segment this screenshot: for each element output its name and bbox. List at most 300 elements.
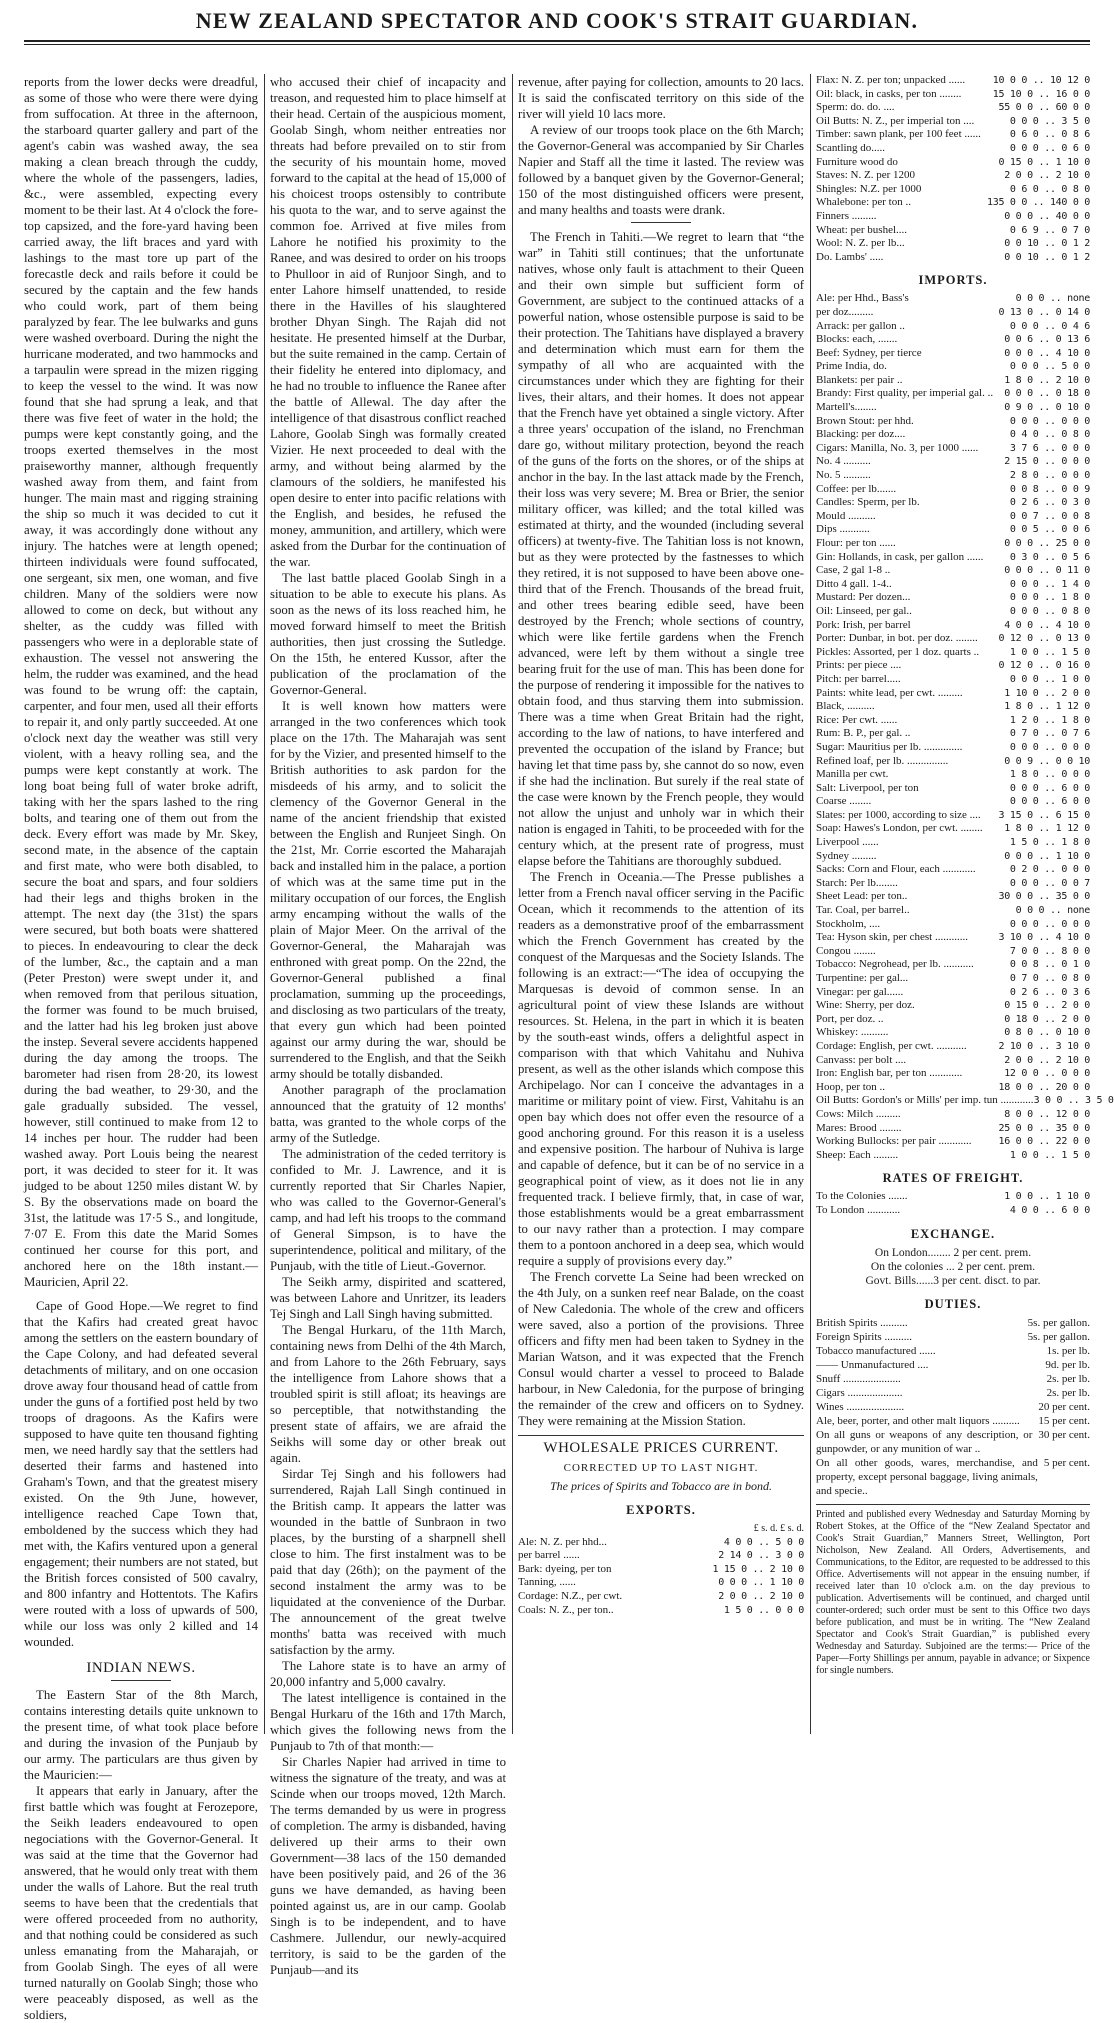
duty-row (816, 1400, 1090, 1414)
import-row (816, 836, 1090, 850)
price-item-value: 0 0 0 .. 25 0 0 (1004, 538, 1090, 549)
import-row (816, 1081, 1090, 1095)
article-napier: Sir Charles Napier had arrived in time to witness the signature of the treaty, and was at Scinde when our troops moved, 12th March. The terms demanded by us were in progress of completion. The army is disbanded, having delivered up their arms to their own Government—38 lacs of the 150 demanded have been positively paid, and 26 of the 36 guns we have demanded, as having been pointed against us, are in our camp. Goolab Singh is to be independent, and to have Cashmere. Jullendur, our newly-acquired territory, is said to be the garden of the Punjaub—and its (270, 1755, 506, 1977)
price-item-name: Black, .......... (816, 700, 875, 713)
import-row (816, 986, 1090, 1000)
price-item-name: Ale: per Hhd., Bass's (816, 292, 909, 305)
price-item-value: 0 12 0 .. 0 13 0 (998, 633, 1090, 645)
price-item-value: 0 13 0 .. 0 14 0 (998, 306, 1090, 318)
wholesale-subheading: CORRECTED UP TO LAST NIGHT. (563, 1462, 759, 1474)
price-item-name: Mould .......... (816, 509, 876, 522)
price-item-name: Sugar: Mauritius per lb. .............. (816, 740, 963, 753)
price-item-name: Coals: N. Z., per ton.. (518, 1603, 614, 1616)
price-item-value: 7 0 0 .. 8 0 0 (1009, 945, 1090, 957)
import-row (816, 945, 1090, 959)
duty-item-rate: 1s. per lb. (1046, 1344, 1090, 1357)
section-rule (518, 1435, 804, 1436)
import-row (816, 510, 1090, 524)
price-item-name: Oil: Linseed, per gal.. (816, 604, 912, 617)
price-item-name: Tobacco: Negrohead, per lb. ........... (816, 958, 974, 971)
export-row (816, 115, 1090, 129)
price-item-name: No. 4 .......... (816, 455, 871, 468)
duty-row (816, 1386, 1090, 1400)
price-item-value: 55 0 0 .. 60 0 0 (998, 102, 1090, 114)
article-cape-of-good-hope: Cape of Good Hope.—We regret to find that the Kafirs had created great havoc among the settlers on the eastern boundary of the Cape Colony, and had defeated several detachments of military, and on one occasion drove away four thousand head of cattle from under the guns of a fortified post held by two troops of dragoons. As the Kafirs were supposed to have quite ten thousand fighting men, we need hardly say that the settlers had deserted their farms and hastened into Graham's Town, and that the greatest misery existed. On the 9th June, however, intelligence reached Cape Town that, emboldened by the success which they had met with, the Kafirs ventured upon a general engagement; their numbers are not stated, but the British forces consisted of 500 cavalry, and 800 infantry and Hottentots. The Kafirs were routed with a loss of upwards of 500, while our loss was only 2 killed and 14 wounded. (24, 1299, 258, 1649)
price-item-name: Ditto 4 gall. 1-4.. (816, 577, 892, 590)
price-item-value: 0 0 0 .. 1 10 0 (1004, 850, 1090, 862)
price-item-value: 0 0 0 .. 4 10 0 (1004, 347, 1090, 359)
freight-table (816, 1190, 1090, 1217)
duty-row (816, 1344, 1090, 1358)
duties-heading: DUTIES. (924, 1296, 982, 1311)
price-item-value: 2 10 0 .. 3 10 0 (998, 1040, 1090, 1052)
price-item-value: 0 2 0 .. 0 0 0 (1009, 864, 1090, 876)
price-item-value: 0 0 0 .. 6 0 0 (1009, 782, 1090, 794)
price-item-value: 1 2 0 .. 1 8 0 (1009, 714, 1090, 726)
import-row (816, 564, 1090, 578)
duty-item-rate: 5s. per gallon. (1027, 1330, 1090, 1343)
import-row (816, 918, 1090, 932)
article-latest-intelligence: The latest intelligence is contained in the Bengal Hurkaru of the 16th and 17th March, which gives the following news from the Punjaub to 7th of that month:— (270, 1691, 506, 1753)
import-row (816, 890, 1090, 904)
price-item-name: Tar. Coal, per barrel.. (816, 904, 910, 917)
price-item-name: Iron: English bar, per ton ............ (816, 1067, 963, 1080)
duty-item-name: Wines ..................... (816, 1400, 905, 1413)
price-item-value: 0 0 7 .. 0 0 8 (1009, 510, 1090, 522)
article-batta: Another paragraph of the proclamation announced that the gratuity of 12 months' batta, was granted to the whole corps of the army of the Sutledge. (270, 1083, 506, 1145)
price-item-name: Coarse ........ (816, 795, 872, 808)
price-item-value: 0 0 8 .. 0 0 9 (1009, 483, 1090, 495)
price-item-value: 0 0 0 .. 0 0 7 (1009, 877, 1090, 889)
price-item-value: 0 3 0 .. 0 5 6 (1009, 551, 1090, 563)
column-1 (24, 74, 258, 2022)
imports-heading: IMPORTS. (918, 273, 988, 288)
price-item-name: Liverpool ...... (816, 836, 879, 849)
import-row (816, 1013, 1090, 1027)
exchange-row: On London........ 2 per cent. prem. (874, 1246, 1032, 1259)
import-row (816, 619, 1090, 633)
price-item-name: Congou ........ (816, 944, 876, 957)
price-item-value: 0 0 0 .. 1 4 0 (1009, 578, 1090, 590)
price-item-name: Beef: Sydney, per tierce (816, 346, 922, 359)
price-item-name: Turpentine: per gal... (816, 972, 909, 984)
price-item-name: Whiskey: .......... (816, 1026, 889, 1039)
price-item-value: 0 8 0 .. 0 10 0 (1004, 1027, 1090, 1039)
masthead-rule-thin (24, 44, 1090, 45)
wholesale-note: The prices of Spirits and Tobacco are in bond. (549, 1479, 773, 1493)
article-goolab-singh: who accused their chief of incapacity and treason, and requested him to place himself at their head. Certain of the auspicious moment, Goolab Singh, whom neither entreaties nor threats had before prevailed on to stir from the security of his mountain home, moved forward to the capital at the head of 15,000 of his choicest troops ostensibly to contribute his quota to the war, and to serve against the common foe. Arrived at five miles from Lahore he notified his proximity to the Ranee, and was desired to order on his troops to Phulloor in aid of Runjoor Singh, and to enter Lahore himself unattended, to reside there in the Havilles of his slaughtered brother Dhyan Singh. The Rajah did not hesitate. He presented himself at the Durbar, but the suite remained in the camp. Certain of their fidelity he entered into diplomacy, and he had no trouble to influence the Ranee after the battle of Allewal. The day after the intelligence of that disastrous conflict reached Lahore, Goolab Singh was formally created Vizier. He next proceeded to deal with the army, and without being alarmed by the clamours of the soldiers, he manifested his open desire to enter into pacific relations with the English, and besides, he refused the money, ammunition, and artillery, which were asked from the Durbar for the continuation of the war. (270, 75, 506, 569)
price-item-value: 0 0 0 .. 0 6 0 (1009, 142, 1090, 154)
duty-row (816, 1428, 1090, 1456)
price-item-value: 3 10 0 .. 4 10 0 (998, 932, 1090, 944)
import-row (816, 850, 1090, 864)
price-item-name: To London ............ (816, 1203, 901, 1216)
article-last-battle: The last battle placed Goolab Singh in a situation to be able to execute his plans. As soon as the news of its loss reached him, he moved forward himself to meet the British authorities, then just crossing the Sutledge. On the 15th, he entered Kussor, after the publication of the proclamation of the Governor-General. (270, 571, 506, 697)
import-row (816, 320, 1090, 334)
price-item-value: 0 0 0 .. 1 8 0 (1009, 592, 1090, 604)
import-row (816, 469, 1090, 483)
import-row (816, 673, 1090, 687)
import-row (816, 632, 1090, 646)
price-item-name: To the Colonies ....... (816, 1190, 908, 1203)
import-row (816, 523, 1090, 537)
exports-table (518, 1536, 804, 1618)
exchange-heading: EXCHANGE. (910, 1226, 996, 1241)
import-row (816, 741, 1090, 755)
price-item-value: 0 7 0 .. 0 7 6 (1009, 728, 1090, 740)
price-item-value: 0 6 9 .. 0 7 0 (1009, 224, 1090, 236)
export-row (816, 183, 1090, 197)
duty-row (816, 1330, 1090, 1344)
import-row (816, 1108, 1090, 1122)
price-item-value: 1 8 0 .. 0 0 0 (1009, 769, 1090, 781)
import-row (816, 442, 1090, 456)
price-item-name: Starch: Per lb........ (816, 876, 898, 889)
export-row (816, 142, 1090, 156)
export-row (816, 101, 1090, 115)
price-item-name: Refined loaf, per lb. ............... (816, 754, 949, 767)
price-item-name: Scantling do..... (816, 141, 886, 154)
price-item-name: Paints: white lead, per cwt. ......... (816, 686, 963, 699)
import-row (816, 1135, 1090, 1149)
export-row (816, 128, 1090, 142)
price-item-value: 0 0 10 .. 0 1 2 (1004, 251, 1090, 263)
duty-item-name: Foreign Spirits .......... (816, 1330, 912, 1343)
duty-item-name: On all other goods, wares, merchandise, and property, except personal baggage, living animals, and specie.. (816, 1456, 1038, 1497)
import-row (816, 863, 1090, 877)
price-item-value: 0 0 0 .. 40 0 0 (1004, 210, 1090, 222)
import-row (816, 483, 1090, 497)
price-item-name: Prints: per piece .... (816, 659, 902, 672)
duty-item-name: —— Unmanufactured .... (816, 1358, 929, 1371)
price-item-name: Oil Butts: N. Z., per imperial ton .... (816, 114, 975, 127)
price-item-value: 8 0 0 .. 12 0 0 (1004, 1108, 1090, 1120)
article-la-seine: The French corvette La Seine had been wrecked on the 4th July, on a sunken reef near Balade, on the coast of New Caledonia. The whole of the crew and officers were saved, also a portion of the provisions. Three officers and fifty men had been taken to Sydney in the Marian Watson, and it was expected that the French Consul would charter a vessel to proceed to Balade harbour, in New Caledonia, for the purpose of bringing the remainder of the crew and officers on to Sydney. They were remaining at the Mission Station. (518, 1270, 804, 1428)
price-item-name: Do. Lambs' ..... (816, 250, 884, 263)
price-item-name: Cordage: N.Z., per cwt. (518, 1589, 623, 1602)
import-row (816, 605, 1090, 619)
price-item-value: 1 15 0 .. 2 10 0 (712, 1563, 804, 1575)
import-row (816, 809, 1090, 823)
price-item-name: Oil Butts: Gordon's or Mills' per imp. tun ............ (816, 1094, 1034, 1107)
import-row (816, 795, 1090, 809)
price-item-value: 3 0 0 .. 3 5 0 (1033, 1095, 1114, 1107)
price-item-name: Mustard: Per dozen... (816, 591, 911, 604)
export-row (518, 1590, 804, 1604)
price-item-name: Sydney ......... (816, 849, 877, 862)
price-item-name: Oil: black, in casks, per ton ........ (816, 87, 962, 100)
price-item-name: Tanning, ...... (518, 1576, 576, 1589)
import-row (816, 347, 1090, 361)
price-item-name: Wheat: per bushel.... (816, 223, 908, 236)
price-item-value: 2 0 0 .. 2 10 0 (1004, 1054, 1090, 1066)
column-3 (518, 74, 804, 1734)
wholesale-prices-heading: WHOLESALE PRICES CURRENT. (543, 1440, 779, 1456)
import-row (816, 1054, 1090, 1068)
price-item-value: 0 15 0 .. 2 0 0 (1004, 1000, 1090, 1012)
price-item-value: 1 0 0 .. 1 5 0 (1009, 646, 1090, 658)
export-row (816, 251, 1090, 265)
column-4 (816, 74, 1114, 1734)
price-item-value: 0 18 0 .. 2 0 0 (1004, 1013, 1090, 1025)
section-rule (816, 1504, 1090, 1505)
price-item-name: Finners ......... (816, 209, 877, 222)
import-row (816, 904, 1090, 918)
price-item-name: Furniture wood do (816, 155, 898, 168)
import-row (816, 1067, 1090, 1081)
duty-item-name: Cigars .................... (816, 1386, 903, 1399)
indian-news-heading: INDIAN NEWS. (86, 1660, 196, 1676)
price-item-name: Blocks: each, ....... (816, 333, 898, 346)
price-item-value: 1 0 0 .. 1 5 0 (1009, 1149, 1090, 1161)
price-item-name: Tea: Hyson skin, per chest ............ (816, 931, 968, 944)
import-row (816, 360, 1090, 374)
price-item-name: Soap: Hawes's London, per cwt. ........ (816, 822, 983, 835)
price-item-value: 0 12 0 .. 0 16 0 (998, 660, 1090, 672)
price-item-name: Wine: Sherry, per doz. (816, 999, 915, 1012)
price-item-value: 0 0 0 .. 0 0 0 (1009, 918, 1090, 930)
price-item-value: 2 15 0 .. 0 0 0 (1004, 456, 1090, 468)
article-review: A review of our troops took place on the 6th March; the Governor-General was accompanied by Sir Charles Napier and Staff all the time it lasted. The review was followed by a banquet given by the Governor-General; 150 of the most distinguished officers were present, and many healths and toasts were drank. (518, 123, 804, 217)
import-row (816, 999, 1090, 1013)
export-row (518, 1549, 804, 1563)
article-shipwreck: reports from the lower decks were dreadful, as some of those who were there were dying from suffocation. At three in the afternoon, the starboard quarter gallery and part of the agent's cabin was washed away, the sea making a clean breach through the cuddy, where the whole of the passengers, ladies, &c., were assembled, expecting every moment to be their last. At 4 o'clock the fore-top capsized, and the fore-yard having been carried away, the lift braces and yard with lashings to the mast tore up part of the forecastle deck and rails before it could be secured by the captain and the few hands who could work, part of them being paralyzed by fear. The lee bulwarks and guns were washed overboard. During the night the hurricane moderated, and two hammocks and a tarpaulin were spread in the mizen rigging to keep the vessel to the wind. It was now found that she had sprung a leak, and that there was five feet of water in the hold; the pumps were kept constantly going, and the troops exerted themselves in the most praiseworthy manner, although frequently washed away from them, and faint from hunger. The main mast and rigging straining the ship so much it was decided to cut it away, it was accordingly done without any injury. The hatches were at length opened; thirteen individuals were found suffocated, one sergeant, six men, one woman, and five children. Many of the soldiers were now allowed to come on deck, but without any shelter, as the cuddy was filled with passengers who were in a deplorable state of exhaustion. The vessel not answering the helm, the rudder was examined, and the head was found to be wrung off: the captain, carpenter, and four men, used all their efforts to repair it, and only partly succeeded. At one o'clock next day the weather was still very violent, with a heavy rolling sea, and the pumps were kept constantly at work. The long boat being full of water broke adrift, taking with her the spars lashed to the ring bolts, and tearing one of them out from the deck. Every effort was made by Mr. Skey, second mate, in the absence of the captain and first mate, who were both disabled, to secure the boat and spars, and four soldiers had their legs and thighs broken in the attempt. The next day (the 31st) the spars were secured, but both boats were shattered to pieces. In endeavouring to clear the deck of the lumber, &c., the captain and a man (Peter Preston) were swept under it, and when removed from that perilous situation, the former was found to be much bruised, and the latter had his leg broken just above the instep. Several severe accidents happened during the day among the troops. The barometer had risen from 28·20, its lowest during the bad weather, to 29·30, and the gale gradually subsided. The vessel, however, still continued to make from 12 to 14 inches per hour. The rudder had been washed away. Port Louis being the nearest port, it was decided to steer for it. It was judged to be about 1250 miles distant W. by S. By the observations made on board the 31st, the latitude was 17·5 S., and longitude, 7·07 E. From this date the Marid Somes continued her course for this port, and anchored here on the 18th instant.—Mauricien, April 22. (24, 75, 258, 1289)
imprint-notice: Printed and published every Wednesday and Saturday Morning by Robert Stokes, at the Office of the “New Zealand Spectator and Cook's Strait Guardian,” Manners Street, Wellington, Port Nicholson, New Zealand. All Orders, Advertisements, and Communications, to the Editor, are requested to be addressed to this Office. Advertisements will not appear in the ensuing number, if received later than 10 o'clock a.m. on the day previous to publication. Advertisements will be continued, and charged until counter-ordered; such order must be sent to this Office two days before publication, and must be in writing. The “New Zealand Spectator and Cook's Strait Guardian,” is published every Wednesday and Saturday. Subjoined are the terms:— Price of the Paper—Forty Shillings per annum, payable in advance; or Sixpence for single numbers. (816, 1508, 1090, 1676)
price-item-value: 0 0 5 .. 0 0 6 (1009, 524, 1090, 536)
import-row (816, 333, 1090, 347)
duty-item-rate: 9d. per lb. (1045, 1358, 1090, 1371)
export-row (816, 169, 1090, 183)
price-item-value: 0 15 0 .. 1 10 0 (998, 156, 1090, 168)
price-item-value: 0 6 0 .. 0 8 6 (1009, 129, 1090, 141)
exchange-table (816, 1246, 1090, 1288)
price-item-name: Bark: dyeing, per ton (518, 1562, 612, 1575)
section-rule (631, 222, 691, 223)
price-item-name: Vinegar: per gal...... (816, 985, 904, 998)
export-row (816, 210, 1090, 224)
import-row (816, 1026, 1090, 1040)
price-item-value: 16 0 0 .. 22 0 0 (998, 1136, 1090, 1148)
price-item-name: Coffee: per lb....... (816, 482, 897, 495)
duty-row (816, 1372, 1090, 1386)
price-item-name: Port, per doz. .. (816, 1012, 884, 1025)
price-item-value: 18 0 0 .. 20 0 0 (998, 1081, 1090, 1093)
price-item-name: Gin: Hollands, in cask, per gallon ...... (816, 550, 984, 563)
import-row (816, 727, 1090, 741)
import-row (816, 714, 1090, 728)
export-row (816, 196, 1090, 210)
price-item-name: Sperm: do. do. .... (816, 101, 895, 114)
imports-table (816, 292, 1114, 1162)
import-row (816, 931, 1090, 945)
exports-currency-header: £ s. d. £ s. d. (753, 1523, 804, 1534)
price-item-value: 0 0 10 .. 0 1 2 (1004, 238, 1090, 250)
price-item-value: 135 0 0 .. 140 0 0 (987, 197, 1090, 209)
duty-item-rate: 2s. per lb. (1046, 1386, 1090, 1399)
import-row (816, 1094, 1114, 1108)
duty-item-name: Snuff ..................... (816, 1372, 901, 1385)
article-french-in-tahiti: The French in Tahiti.—We regret to learn that “the war” in Tahiti still continues; that the unfortunate natives, whose only fault is attachment to their Queen and their own simple but sufficient form of Government, are subject to the continued attacks of a powerful nation, whose ostensible purpose is said to be their protection. The Tahitians have displayed a bravery and determination which must earn for them the sympathy of all who are acquainted with the circumstances under which they are fighting for their lives, their altars, and their homes. It does not appear that the French have yet obtained a single victory. After a three years' occupation of the island, no Frenchman dare go, without military protection, beyond the reach of the guns of the forts on the shores, or of the ships at anchor in the bay. In the last attack made by the French, their loss was very severe; M. Brea or Brier, the senior military officer, was killed; and the total killed was estimated at thirty, and the wounded (including several officers) at twenty-five. The Tahitian loss is not known, but as they were protected by the fastnesses to which they retired, it is not supposed to have been above one-third that of the French. Thousands of the bread fruit, and other trees bearing edible seed, have been destroyed by the French; whole sections of country, which were like fertile gardens when the French advanced, were left by them without a single tree bearing fruit for the use of man. This has been done for the purpose of rendering it impossible for the natives to obtain food, and thus starving them into submission. There was a time when Great Britain had the right, according to the law of nations, to have interfered and prevented the occupation of the island by France; but having let that time pass by, she cannot do so now, even if she had the inclination. But surely if the real state of the case were known by the French people, they would not allow the unjust and unholy war in which their nation is engaged in Tahiti, to be proceeded with for the century which, at the present rate of progress, must elapse before the Tahitians are thoroughly subdued. (518, 230, 804, 868)
import-row (816, 659, 1090, 673)
price-item-name: Whalebone: per ton .. (816, 196, 911, 209)
article-indian-news-body: It appears that early in January, after the first battle which was fought at Ferozepore, the Seikh leaders endeavoured to open negociations with the Governor-General. It was said at the time that the Governor had answered, that he would only treat with them under the walls of Lahore. But the real truth seems to have been that the credentials that were offered proceeded from no authority, and that nothing could be considered as such unless emanating from the Maharajah, or from Goolab Singh. The eyes of all were turned naturally on Goolab Singh; those who were peaceably disposed, as well as the soldiers, (24, 1784, 258, 2022)
import-row (816, 877, 1090, 891)
price-item-value: 12 0 0 .. 0 0 0 (1004, 1068, 1090, 1080)
price-item-name: Sheet Lead: per ton.. (816, 890, 908, 903)
import-row (816, 401, 1090, 415)
price-item-value: 1 0 0 .. 1 10 0 (1004, 1191, 1090, 1203)
export-row (518, 1536, 804, 1550)
import-row (816, 782, 1090, 796)
price-item-value: 0 0 0 .. 0 8 0 (1009, 605, 1090, 617)
duty-row (816, 1414, 1090, 1428)
price-item-name: Stockholm, .... (816, 917, 881, 930)
duty-row (816, 1456, 1090, 1498)
price-item-name: Manilla per cwt. (816, 768, 889, 781)
price-item-value: 1 10 0 .. 2 0 0 (1004, 687, 1090, 699)
exports-heading: EXPORTS. (626, 1503, 696, 1517)
price-item-value: 25 0 0 .. 35 0 0 (998, 1122, 1090, 1134)
duty-item-name: Tobacco manufactured ...... (816, 1344, 936, 1357)
price-item-value: 2 8 0 .. 0 0 0 (1009, 470, 1090, 482)
export-row (816, 224, 1090, 238)
duty-item-name: British Spirits .......... (816, 1316, 908, 1329)
price-item-value: 0 0 8 .. 0 1 0 (1009, 959, 1090, 971)
price-item-name: Shingles: N.Z. per 1000 (816, 182, 922, 195)
price-item-name: Slates: per 1000, according to size .... (816, 808, 981, 821)
export-row (816, 237, 1090, 251)
price-item-name: Staves: N. Z. per 1200 (816, 169, 915, 182)
duty-item-name: Ale, beer, porter, and other malt liquors .......... (816, 1414, 1020, 1427)
price-item-name: Hoop, per ton .. (816, 1080, 886, 1093)
freight-row (816, 1204, 1090, 1218)
import-row (816, 387, 1090, 401)
import-row (816, 537, 1090, 551)
export-row (518, 1563, 804, 1577)
price-item-value: 0 0 9 .. 0 0 10 (1004, 755, 1090, 767)
price-item-value: 0 0 0 .. 0 18 0 (1004, 388, 1090, 400)
price-item-value: 4 0 0 .. 5 0 0 (723, 1536, 804, 1548)
price-item-name: Case, 2 gal 1-8 .. (816, 564, 891, 577)
article-bengal-hurkaru: The Bengal Hurkaru, of the 11th March, containing news from Delhi of the 4th March, and from Lahore to the 26th February, says the intelligence from Lahore shows that a troubled spirit is still afloat; its heavings are so perceptible, that notwithstanding the present state of affairs, we are afraid the Seikhs will some day or other break out again. (270, 1323, 506, 1465)
price-item-value: 4 0 0 .. 6 0 0 (1009, 1204, 1090, 1216)
price-item-name: Flax: N. Z. per ton; unpacked ...... (816, 74, 966, 86)
import-row (816, 755, 1090, 769)
price-item-name: Canvass: per bolt .... (816, 1053, 907, 1066)
price-item-name: Cigars: Manilla, No. 3, per 1000 ...... (816, 441, 979, 454)
import-row (816, 768, 1090, 782)
import-row (816, 496, 1090, 510)
price-item-value: 3 7 6 .. 0 0 0 (1009, 442, 1090, 454)
price-item-name: Blacking: per doz.... (816, 428, 906, 441)
article-tej-singh: Sirdar Tej Singh and his followers had surrendered, Rajah Lall Singh continued in the British camp. It appears the latter was wounded in the battle of Sunbraon in two places, by the bursting of a sharpnell shell close to him. The first instalment was to be paid that day (26th); on the payment of the second instalment the army was to be liquidated at the convenience of the Durbar. The announcement of the great twelve months' batta was received with much satisfaction by the army. (270, 1467, 506, 1657)
column-divider (512, 74, 513, 1734)
price-item-name: per doz......... (816, 305, 874, 318)
price-item-name: Sacks: Corn and Flour, each ............ (816, 863, 976, 876)
price-item-value: 10 0 0 .. 10 12 0 (992, 75, 1090, 86)
price-item-name: Dips ........... (816, 523, 870, 536)
import-row (816, 1040, 1090, 1054)
price-item-name: Rum: B. P., per gal. .. (816, 727, 911, 740)
price-item-value: 30 0 0 .. 35 0 0 (998, 891, 1090, 903)
import-row (816, 958, 1090, 972)
price-item-value: 0 2 6 .. 0 3 0 (1009, 497, 1090, 509)
export-row (816, 74, 1090, 88)
article-ceded-territory: The administration of the ceded territory is confided to Mr. J. Lawrence, and it is currently reported that Sir Charles Napier, who was called to the Governor-General's camp, and had left his troops to the command of General Simpson, is to have the superintendence, political and military, of the Punjaub, with the title of Lieut.-Governor. (270, 1147, 506, 1273)
price-item-name: Cows: Milch ......... (816, 1107, 901, 1120)
duties-table (816, 1316, 1090, 1498)
price-item-value: 0 7 0 .. 0 8 0 (1009, 973, 1090, 984)
import-row (816, 700, 1090, 714)
article-indian-news-intro: The Eastern Star of the 8th March, contains interesting details quite unknown to the present time, of what took place before and during the invasion of the Punjaub by our army. The particulars are thus given by the Mauricien:— (24, 1688, 258, 1782)
freight-row (816, 1190, 1090, 1204)
exchange-row: On the colonies ... 2 per cent. prem. (870, 1260, 1036, 1273)
price-item-name: Porter: Dunbar, in bot. per doz. ........ (816, 632, 978, 645)
price-item-value: 0 0 0 .. 1 10 0 (718, 1577, 804, 1589)
price-item-name: No. 5 .......... (816, 469, 871, 482)
import-row (816, 1122, 1090, 1136)
duty-item-rate: 5s. per gallon. (1027, 1316, 1090, 1329)
export-row (816, 88, 1090, 102)
duty-item-rate: 30 per cent. (1038, 1428, 1090, 1441)
price-item-name: Brandy: First quality, per imperial gal. .. (816, 387, 994, 400)
duty-item-rate: 15 per cent. (1038, 1414, 1090, 1427)
price-item-name: Arrack: per gallon .. (816, 319, 905, 332)
price-item-value: 1 5 0 .. 1 8 0 (1009, 837, 1090, 849)
exports-table-continued (816, 74, 1090, 264)
duty-item-rate: 5 per cent. (1043, 1456, 1090, 1469)
price-item-value: 0 0 0 .. 0 11 0 (1004, 565, 1090, 577)
article-revenue: revenue, after paying for collection, amounts to 20 lacs. It is said the confiscated territory on this side of the river will yield 10 lacs more. (518, 75, 804, 121)
price-item-name: Martell's........ (816, 401, 877, 414)
column-divider (810, 74, 811, 1734)
price-item-value: 0 0 0 .. 1 0 0 (1009, 673, 1090, 685)
price-item-value: 0 0 0 .. 3 5 0 (1009, 115, 1090, 127)
article-conferences: It is well known how matters were arranged in the two conferences which took place on the 17th. The Maharajah was sent for by the Vizier, and presented himself to the British authorities to ask pardon for the misdeeds of his army, and to solicit the clemency of the Governor General in the name of the ancient friendship that existed between the English and Runjeet Singh. On the 21st, Mr. Corrie escorted the Maharajah back and installed him in the palace, a portion of which was at the same time put in the military occupation of our forces, the English army encamping without the walls of the plain of Major Meer. On the arrival of the Governor-General, the Maharajah was enthroned with great pomp. On the 22nd, the Governor-General published a final proclamation, summing up the proceedings, and disclosing as two particulars of the treaty, that every gun which had been pointed against our army during the war, should be surrendered to the English, and that the Seikh army should be totally disbanded. (270, 699, 506, 1081)
export-row (518, 1576, 804, 1590)
duty-row (816, 1358, 1090, 1372)
import-row (816, 415, 1090, 429)
price-item-name: Wool: N. Z. per lb... (816, 237, 905, 250)
price-item-value: 0 0 0 .. 0 0 0 (1009, 741, 1090, 753)
price-item-name: per barrel ...... (518, 1549, 580, 1562)
article-french-in-oceania: The French in Oceania.—The Presse publishes a letter from a French naval officer serving in the Pacific Ocean, which it recommends to the attention of its readers as a demonstrative proof of the embarrassment which the French Government has created by the conquest of the Marquesas and the Society Islands. The following is an extract:—“The idea of occupying the Marquesas is devoid of common sense. In an agricultural point of view these Islands are without resources. St. Helena, in the part in which it is beaten by the south-east winds, offers a delightful aspect in comparison with that which Vahitahu and Nuhiva present, as well as the other islands which compose this Archipelago. Nor can I conceive the advantages in a maritime or military point of view. First, Vahitahu is an open bay which does not offer even the resource of a good anchoring ground. For this reason it is a useless and expensive position. The harbour of Nuhiva is large and capable of defence, but it can be of no service in a geographical point of view, as it does not lie in any frequented track. I believe firmly, that, in case of war, those establishments would be a great embarrassment to our navy rather than a protection. I may compare them to a pontoon anchored in a deep sea, which would require a supply of provisions every day.” (518, 870, 804, 1268)
import-row (816, 591, 1090, 605)
import-row (816, 428, 1090, 442)
import-row (816, 687, 1090, 701)
masthead-title: NEW ZEALAND SPECTATOR AND COOK'S STRAIT GUARDIAN. (195, 8, 919, 33)
price-item-value: 1 5 0 .. 0 0 0 (723, 1604, 804, 1616)
price-item-value: 1 8 0 .. 1 12 0 (1004, 823, 1090, 835)
masthead-rule (24, 40, 1090, 42)
duty-item-name: On all guns or weapons of any description, or gunpowder, or any munition of war .. (816, 1428, 1033, 1455)
price-item-value: 1 8 0 .. 1 12 0 (1004, 701, 1090, 713)
price-item-name: Pitch: per barrel..... (816, 672, 901, 685)
price-item-name: Brown Stout: per hhd. (816, 414, 914, 427)
import-row (816, 646, 1090, 660)
price-item-name: Timber: sawn plank, per 100 feet ...... (816, 128, 981, 141)
column-divider (264, 74, 265, 1734)
duty-row (816, 1316, 1090, 1330)
freight-heading: RATES OF FREIGHT. (882, 1171, 1024, 1186)
exchange-row: Govt. Bills......3 per cent. disct. to par. (865, 1274, 1041, 1287)
import-row (816, 455, 1090, 469)
price-item-name: Prime India, do. (816, 360, 887, 373)
price-item-value: 2 0 0 .. 2 10 0 (1004, 170, 1090, 182)
price-item-name: Sheep: Each ......... (816, 1148, 899, 1161)
price-item-value: 0 0 0 .. none (1015, 293, 1090, 305)
price-item-value: 0 2 6 .. 0 3 6 (1009, 986, 1090, 998)
